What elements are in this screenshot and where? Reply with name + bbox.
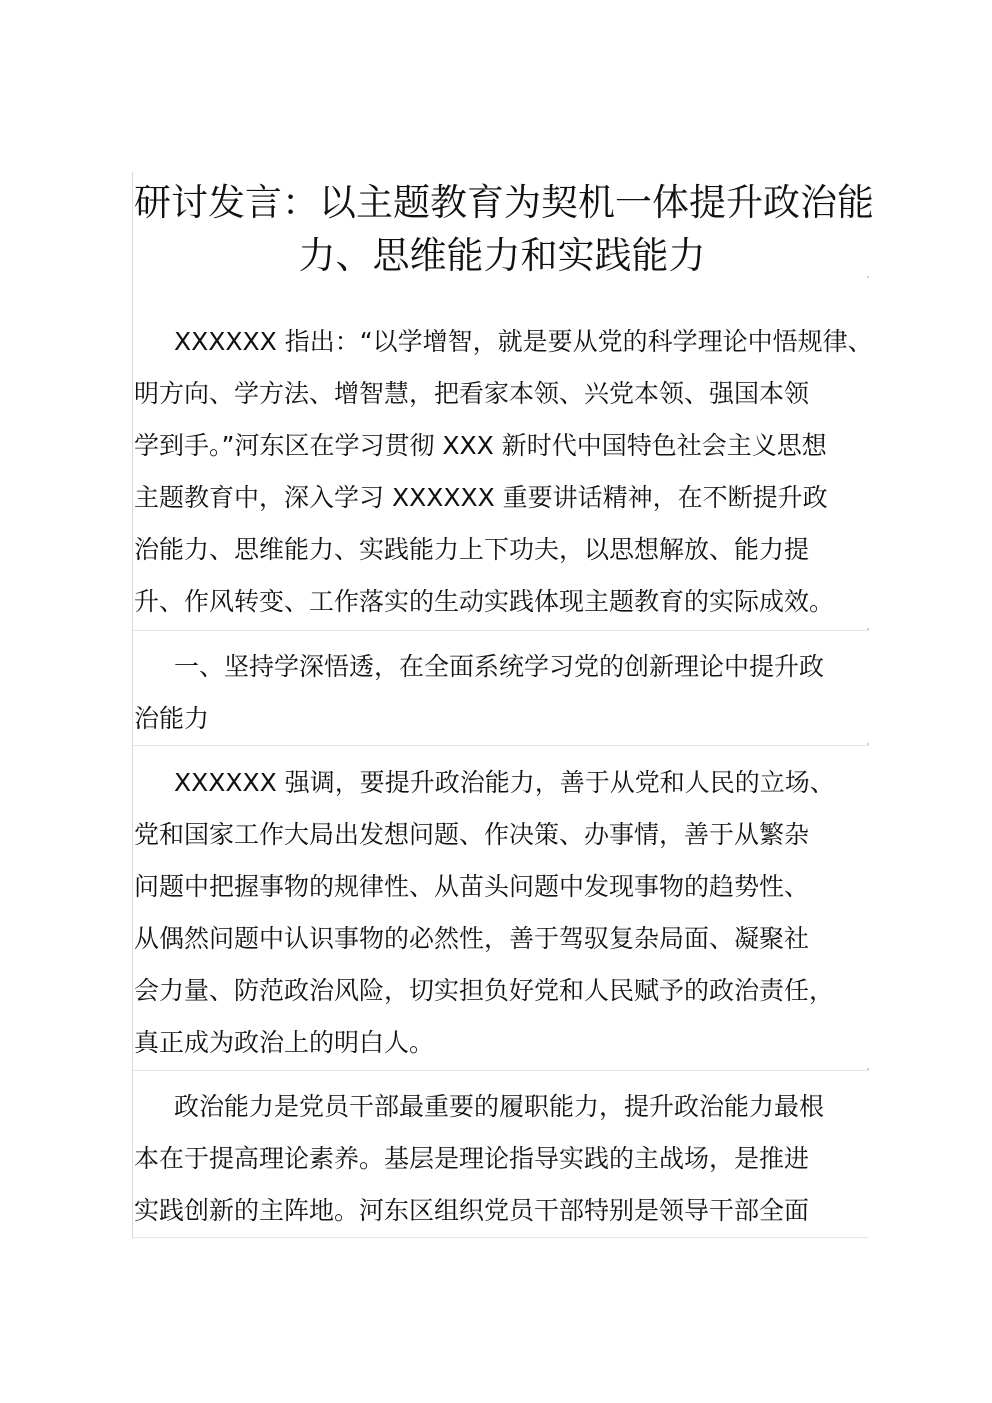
- section-heading-1-line-1: 一、坚持学深悟透，在全面系统学习党的创新理论中提升政: [174, 652, 825, 681]
- paragraph-mark: [867, 1068, 869, 1070]
- paragraph-2-line-3: 问题中把握事物的规律性、从苗头问题中发现事物的趋势性、: [134, 872, 810, 901]
- paragraph-1-line-6: 升、作风转变、工作落实的生动实践体现主题教育的实际成效。: [134, 587, 835, 616]
- section-heading-1: [134, 641, 894, 745]
- paragraph-2-line-4: 从偶然问题中认识事物的必然性，善于驾驭复杂局面、凝聚社: [134, 924, 810, 953]
- paragraph-3: [134, 1081, 894, 1237]
- paragraph-separator: [133, 745, 869, 746]
- paragraph-2: [134, 757, 894, 1069]
- paragraph-separator: [133, 1070, 869, 1071]
- paragraph-1-line-1: XXXXXX 指出：“以学增智，就是要从党的科学理论中悟规律、: [174, 327, 873, 356]
- paragraph-3-line-2: 本在于提高理论素养。基层是理论指导实践的主战场，是推进: [134, 1144, 810, 1173]
- paragraph-3-line-3: 实践创新的主阵地。河东区组织党员干部特别是领导干部全面: [134, 1196, 810, 1225]
- paragraph-mark: [867, 743, 869, 745]
- document-title: [134, 176, 874, 282]
- title-line-1: 研讨发言：以主题教育为契机一体提升政治能: [134, 181, 874, 224]
- paragraph-mark: [867, 276, 869, 278]
- paragraph-separator: [133, 630, 869, 631]
- paragraph-1-line-4: 主题教育中，深入学习 XXXXXX 重要讲话精神，在不断提升政: [134, 483, 828, 512]
- paragraph-3-line-1: 政治能力是党员干部最重要的履职能力，提升政治能力最根: [174, 1092, 825, 1121]
- paragraph-1-line-5: 治能力、思维能力、实践能力上下功夫，以思想解放、能力提: [134, 535, 810, 564]
- title-line-2: 力、思维能力和实践能力: [298, 234, 706, 277]
- page-bottom-rule: [133, 1237, 869, 1238]
- paragraph-mark: [867, 628, 869, 630]
- paragraph-2-line-5: 会力量、防范政治风险，切实担负好党和人民赋予的政治责任，: [134, 976, 835, 1005]
- section-heading-1-line-2: 治能力: [134, 704, 210, 733]
- paragraph-1: [134, 316, 894, 628]
- paragraph-2-line-1: XXXXXX 强调，要提升政治能力，善于从党和人民的立场、: [174, 768, 835, 797]
- paragraph-2-line-2: 党和国家工作大局出发想问题、作决策、办事情，善于从繁杂: [134, 820, 810, 849]
- paragraph-2-line-6: 真正成为政治上的明白人。: [134, 1028, 435, 1057]
- paragraph-1-line-3: 学到手。”河东区在学习贯彻 XXX 新时代中国特色社会主义思想: [134, 431, 827, 460]
- paragraph-1-line-2: 明方向、学方法、增智慧，把看家本领、兴党本领、强国本领: [134, 379, 810, 408]
